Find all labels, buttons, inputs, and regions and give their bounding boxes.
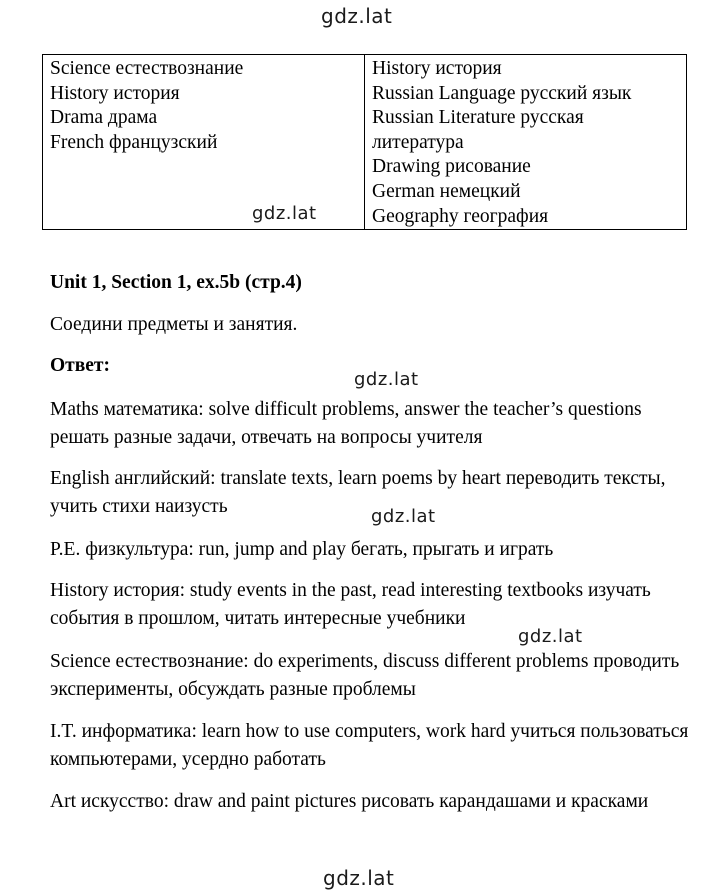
- table-cell-line: French французский: [50, 131, 218, 153]
- answer-paragraph: Science естествознание: do experiments, discuss different problems проводить эксперименты, обсуждать разные проблемы: [50, 651, 680, 700]
- table-cell-line: литература: [372, 131, 464, 153]
- table-cell-line: Science естествознание: [50, 58, 244, 79]
- table-cell-line: German немецкий: [372, 180, 521, 202]
- answer-paragraph: Maths математика: solve difficult problems, answer the teacher’s questions решать разные задачи, отвечать на вопросы учителя: [50, 399, 642, 448]
- watermark-overlay: gdz.lat: [354, 369, 419, 390]
- table-cell-line: Russian Language русский язык: [372, 82, 632, 104]
- table-cell-right: [365, 55, 687, 230]
- table-cell-line: History история: [372, 58, 502, 79]
- watermark-overlay: gdz.lat: [518, 626, 583, 647]
- subjects-table: [42, 54, 687, 230]
- watermark-table: gdz.lat: [252, 203, 317, 224]
- watermark-top: gdz.lat: [321, 4, 393, 28]
- instruction-text: Соедини предметы и занятия.: [50, 314, 298, 335]
- answer-paragraph: P.E. физкультура: run, jump and play бегать, прыгать и играть: [50, 539, 554, 560]
- answer-paragraph: I.T. информатика: learn how to use computers, work hard учиться пользоваться компьютерами, усердно работать: [50, 721, 689, 770]
- table-cell-line: Drawing рисование: [372, 156, 531, 178]
- table-cell-line: Drama драма: [50, 107, 158, 129]
- watermark-overlay: gdz.lat: [371, 506, 436, 527]
- answer-paragraph: English английский: translate texts, learn poems by heart переводить тексты, учить стихи наизусть: [50, 468, 666, 517]
- watermark-bottom: gdz.lat: [323, 866, 395, 890]
- table-row: [43, 55, 687, 230]
- answer-paragraph: Art искусство: draw and paint pictures рисовать карандашами и красками: [50, 791, 649, 812]
- answer-paragraph: History история: study events in the past, read interesting textbooks изучать события в прошлом, читать интересные учебники: [50, 580, 651, 629]
- table-cell-line: Russian Literature русская: [372, 107, 584, 129]
- table-cell-line: Geography география: [372, 205, 549, 227]
- table-cell-line: History история: [50, 82, 180, 104]
- answer-label: Ответ:: [50, 355, 111, 376]
- section-heading: Unit 1, Section 1, ex.5b (стр.4): [50, 272, 302, 293]
